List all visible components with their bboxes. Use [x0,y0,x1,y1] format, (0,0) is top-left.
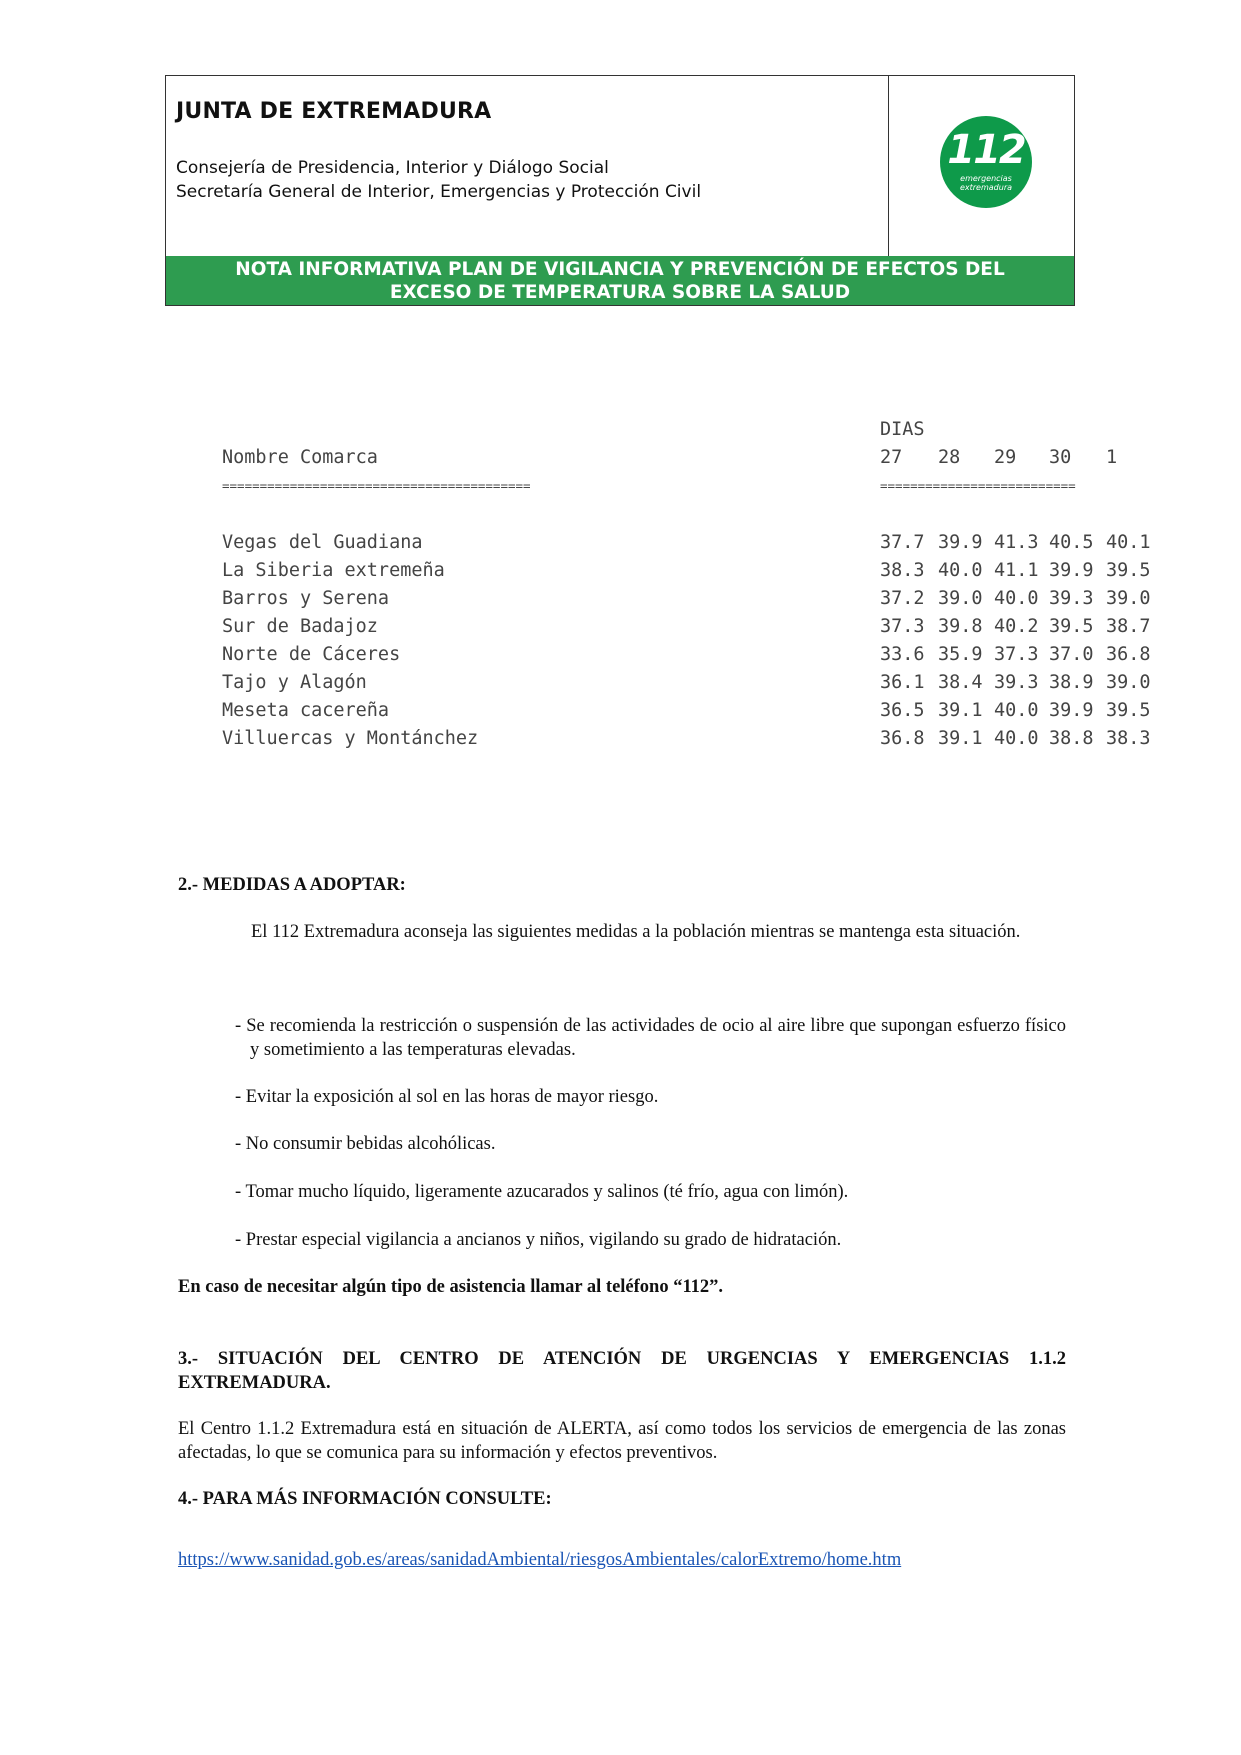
temperature-value: 40.0 [938,560,983,581]
temperature-value: 37.3 [994,644,1039,665]
comarca-name: Tajo y Alagón [222,672,367,693]
department-line-2: Secretaría General de Interior, Emergencias y Protección Civil [176,182,702,202]
temperature-value: 38.3 [1106,728,1151,749]
day-header: 29 [994,447,1017,468]
section-2-title: 2.- MEDIDAS A ADOPTAR: [178,875,406,895]
temperature-value: 39.0 [1106,672,1151,693]
temperature-value: 39.0 [938,588,983,609]
temperature-value: 39.1 [938,700,983,721]
more-info-link[interactable]: https://www.sanidad.gob.es/areas/sanidadAmbiental/riesgosAmbientales/calorExtremo/home.htm [178,1550,902,1570]
temperature-value: 39.0 [1106,588,1151,609]
measure-item: - No consumir bebidas alcohólicas. [235,1134,496,1154]
temperature-value: 39.5 [1106,700,1151,721]
temperature-value: 39.5 [1049,616,1094,637]
temperature-value: 37.3 [880,616,925,637]
document-title-banner [166,256,1074,305]
logo-text-line-1: emergencias [960,174,1012,183]
temperature-value: 37.0 [1049,644,1094,665]
comarca-name: Meseta cacereña [222,700,390,721]
temperature-value: 40.5 [1049,532,1094,553]
name-column-header: Nombre Comarca [222,447,378,468]
temperature-value: 39.8 [938,616,983,637]
logo-number: 112 [947,127,1025,173]
temperature-value: 39.1 [938,728,983,749]
section-2-intro: El 112 Extremadura aconseja las siguientes medidas a la población mientras se mantenga esta situación. [251,922,1021,942]
logo-text-line-2: extremadura [959,183,1013,192]
temperature-value: 39.9 [1049,700,1094,721]
comarca-name: Sur de Badajoz [222,616,378,637]
temperature-value: 38.7 [1106,616,1151,637]
measure-item: - Prestar especial vigilancia a ancianos y niños, vigilando su grado de hidratación. [235,1230,842,1250]
days-label: DIAS [880,419,925,440]
comarca-name: Barros y Serena [222,588,390,609]
organization-name: JUNTA DE EXTREMADURA [176,99,492,124]
day-header: 30 [1049,447,1072,468]
temperature-value: 36.8 [1106,644,1151,665]
temperature-value: 37.7 [880,532,925,553]
temperature-value: 35.9 [938,644,983,665]
measure-item: - Evitar la exposición al sol en las horas de mayor riesgo. [235,1087,659,1107]
section-3-text: El Centro 1.1.2 Extremadura está en situación de ALERTA, así como todos los servicios de emergencia de las zonas afectadas, lo que se comunica para su información y efectos preventivos. [178,1419,1066,1463]
name-separator: ========================================= [222,478,531,493]
emergency-call-note: En caso de necesitar algún tipo de asistencia llamar al teléfono “112”. [178,1277,724,1297]
temperature-value: 41.3 [994,532,1039,553]
temperature-value: 36.5 [880,700,925,721]
temperature-value: 40.0 [994,728,1039,749]
temperature-value: 33.6 [880,644,925,665]
temperature-value: 38.4 [938,672,983,693]
day-header: 1 [1106,447,1118,468]
comarca-name: Vegas del Guadiana [222,532,423,553]
temperature-value: 36.8 [880,728,925,749]
temperature-value: 40.2 [994,616,1039,637]
temperature-value: 38.9 [1049,672,1094,693]
emergency-112-logo [940,116,1032,208]
temperature-value: 41.1 [994,560,1039,581]
day-header: 27 [880,447,903,468]
temperature-value: 39.5 [1106,560,1151,581]
banner-line-2: EXCESO DE TEMPERATURA SOBRE LA SALUD [389,282,851,303]
department-line-1: Consejería de Presidencia, Interior y Diálogo Social [176,158,609,178]
temperature-value: 40.1 [1106,532,1151,553]
comarca-name: Villuercas y Montánchez [222,728,479,749]
header-left-cell [166,76,889,256]
comarca-name: Norte de Cáceres [222,644,401,665]
temperature-value: 38.3 [880,560,925,581]
temperature-value: 40.0 [994,700,1039,721]
section-3-title: 3.- SITUACIÓN DEL CENTRO DE ATENCIÓN DE URGENCIAS Y EMERGENCIAS 1.1.2 EXTREMADURA. [178,1349,1066,1393]
days-separator: ========================== [880,478,1076,493]
temperature-value: 39.3 [1049,588,1094,609]
temperature-value: 39.9 [938,532,983,553]
measure-item: - Tomar mucho líquido, ligeramente azucarados y salinos (té frío, agua con limón). [235,1182,849,1202]
temperature-value: 39.9 [1049,560,1094,581]
banner-line-1: NOTA INFORMATIVA PLAN DE VIGILANCIA Y PREVENCIÓN DE EFECTOS DEL [235,259,1005,280]
comarca-name: La Siberia extremeña [222,560,445,581]
temperature-value: 40.0 [994,588,1039,609]
document-header [165,75,1075,306]
measure-item: - Se recomienda la restricción o suspensión de las actividades de ocio al aire libre que supongan esfuerzo físico y sometimiento a las temperaturas elevadas. [235,1016,1066,1060]
section-4-title: 4.- PARA MÁS INFORMACIÓN CONSULTE: [178,1489,552,1509]
temperature-value: 37.2 [880,588,925,609]
day-header: 28 [938,447,961,468]
temperature-value: 38.8 [1049,728,1094,749]
temperature-value: 39.3 [994,672,1039,693]
temperature-value: 36.1 [880,672,925,693]
